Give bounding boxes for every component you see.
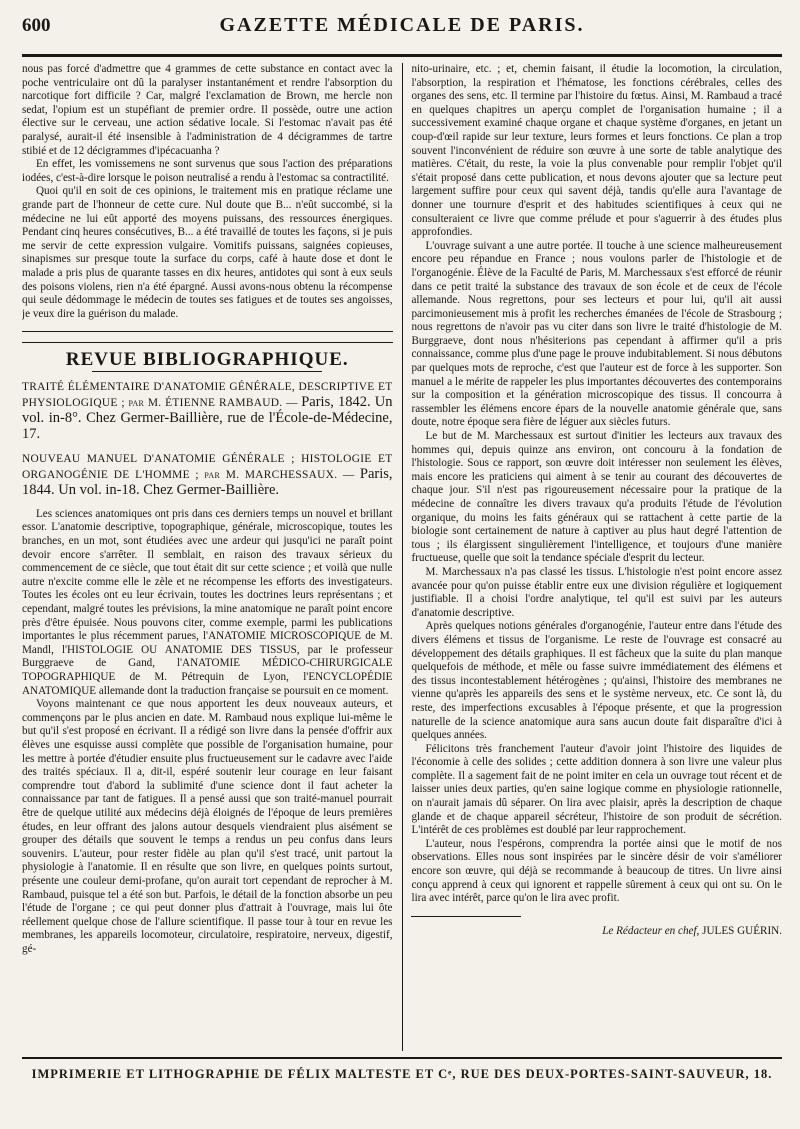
- footer-rule: [22, 1057, 782, 1059]
- page-header: [22, 14, 782, 52]
- right-column: [411, 63, 782, 1051]
- header-rule: [22, 54, 782, 57]
- left-column: [22, 63, 393, 1051]
- paragraph: Voyons maintenant ce que nous apportent les deux nouveaux auteurs, et commençons par le plus ancien en date. M. Rambaud nous explique lui-même le but qu'il s'est proposé en écrivant. Il a rédigé son livre dans la pensée d'offrir aux élèves une esquisse aussi complète que possible de l'organisation humaine, pour les mettre à portée d'étudier ensuite plus fructueusement sur le cadavre avec l'aide des traités spéciaux. Il a, dit-il, espéré soutenir leur courage en leur faisant comprendre tout d'abord la sublimité d'une science dont il faut acheter la connaissance par tant de fatigues. Il a pensé aussi que son traité-manuel pourrait être de quelque utilité aux médecins déjà éloignés de l'époque de leurs premières études, en leur offrant des jalons autour desquels viendraient plus aisément se grouper des détails que souvent le temps a rendus un peu confus dans leurs souvenirs. L'auteur, pour rester fidèle au plan qu'il s'est tracé, unit partout la physiologie à l'anatomie. Il en résulte que son livre, en quelques points surtout, présente une couleur demi-profane, qu'on aurait tort cependant de reprocher à M. Rambaud, puisque tel a été son but. Parfois, le détail de la fonction absorbe un peu l'étude de l'organe ; ce qui peut donner plus d'attrait à l'ouvrage, mais lui ôte réellement quelque chose de l'allure scientifique. Il passe tour à tour en revue les membranes, les appareils locomoteur, circulatoire, respiratoire, nerveux, digestif, gé-: [22, 698, 393, 955]
- columns: [22, 63, 782, 1051]
- signature-name: JULES GUÉRIN.: [702, 924, 782, 937]
- book-imprint: Paris, 1844. Un vol. in-18. Chez Germer-Baillière.: [22, 465, 393, 498]
- book-title: NOUVEAU MANUEL D'ANATOMIE GÉNÉRALE ; HISTOLOGIE ET ORGANOGÉNIE DE L'HOMME ; par M. MARCHESSAUX. —: [22, 452, 393, 481]
- section-divider: [22, 342, 393, 343]
- paragraph: M. Marchessaux n'a pas classé les tissus. L'histologie n'est point encore assez avancée pour qu'on puisse établir entre eux une division régulière et logiquement justifiable. Il a choisi l'ordre analytique, tel qu'il est suivi par les auteurs d'anatomie descriptive.: [411, 565, 782, 619]
- paragraph: nito-urinaire, etc. ; et, chemin faisant, il étudie la locomotion, la circulation, l'absorption, la respiration et l'hématose, les fonctions cérébrales, celles des organes des sens, etc. Il termine par l'histoire du fœtus. Ainsi, M. Rambaud a tracé en quelques chapitres un aperçu complet de l'organisation humaine ; il a successivement examiné chaque organe et chaque système d'organes, en jetant un coup-d'œil rapide sur leur texture, leurs formes et leurs fonctions. Ce plan a trop souvent l'inconvénient de réduire son œuvre à une sorte de table analytique des matières. C'était, du reste, la voie la plus convenable pour remplir l'objet qu'il s'était proposé dans cette publication, et nous devons ajouter que sa lecture peut largement suffire pour ceux qui savent déjà, tandis qu'elle aura l'avantage de donner une tournure d'esprit et des habitudes scientifiques à ceux qui ne consulteraient ce livre que comme prélude et pour s'aguerrir à des études plus approfondies.: [411, 63, 782, 239]
- paragraph: L'auteur, nous l'espérons, comprendra la portée ainsi que le motif de nos observations. Elles nous sont inspirées par le sincère désir de voir s'améliorer encore son œuvre, qui déjà se recommande à beaucoup de titres. Un livre ainsi conçu apprend à ceux qui ignorent et rappelle sûrement à ceux qui ont su. On le lira avec intérêt, parce qu'on le lira avec profit.: [411, 837, 782, 905]
- paragraph: Le but de M. Marchessaux est surtout d'initier les lecteurs aux travaux des hommes qui, depuis quinze ans environ, ont concouru à la fondation de l'histologie. Sous ce rapport, son œuvre doit intéresser non seulement les élèves, mais encore les praticiens qui aiment à se tenir au courant des découvertes de chaque jour. S'il n'est pas rigoureusement nécessaire pour la pratique de la médecine de connaître les divers travaux qu'a produits l'étude de l'évolution organique, du moins les faits généraux qui se rattachent à cette partie de la biologie sont certainement de nature à captiver au plus haut degré l'attention de tous ; ils élargissent singulièrement l'intelligence, et toujours d'une manière fructueuse, quelle que soit la tendance spéciale d'esprit du lecteur.: [411, 430, 782, 565]
- journal-title: GAZETTE MÉDICALE DE PARIS.: [219, 14, 585, 36]
- paragraph: Quoi qu'il en soit de ces opinions, le traitement mis en pratique réclame une grande part de l'honneur de cette cure. Nul doute que B... n'eût succombé, si la médecine ne lui eût apporté des moyens puissans, des ressources énergiques. Pendant cinq heures consécutives, B... a été travaillé de toutes les façons, si je puis me servir de cette expression vulgaire. Vomitifs puissans, saignées copieuses, sinapismes sur presque toute la surface du corps, café à haute dose et dont le malade a pris plus de quarante tasses en dix heures, antidotes qui sont à eux seuls des poisons violens, rien n'a été épargné. Aussi avons-nous obtenu la récompense qui seule dédommage le médecin de toutes ses fatigues et de toutes ses angoisses, je veux dire la guérison du malade.: [22, 185, 393, 320]
- section-divider: [22, 331, 393, 332]
- signature: [411, 925, 782, 939]
- book-imprint: Paris, 1842. Un vol. in-8°. Chez Germer-Baillière, rue de l'École-de-Médecine, 17.: [22, 393, 393, 442]
- paragraph: nous pas forcé d'admettre que 4 grammes de cette substance en contact avec la poche ventriculaire ont dû la paralyser instantanément et rendre l'absorption du narcotique fort difficile ? Car, malgré l'exclamation de Brown, me hercle non sedat, l'opium est un stupéfiant de premier ordre. Il possède, outre une action élective sur le cerveau, une action sédative locale. Si l'estomac n'avait pas été paralysé, aurait-il été insensible à l'administration de 4 décigrammes de tartre stibié et de 12 décigrammes d'ipécacuanha ?: [22, 63, 393, 157]
- printer-imprint: IMPRIMERIE ET LITHOGRAPHIE DE FÉLIX MALTESTE ET Cᵉ, RUE DES DEUX-PORTES-SAINT-SAUVEUR, 18.: [31, 1067, 773, 1081]
- title-underline: [92, 371, 322, 372]
- paragraph: Les sciences anatomiques ont pris dans ces derniers temps un nouvel et brillant essor. L'anatomie descriptive, topographique, générale, microscopique, toutes les branches, en un mot, sont étudiées avec une ardeur qui jusqu'ici ne paraît point devoir encore s'arrêter. Il semblait, en raison des travaux sérieux du commencement de ce siècle, que tout était dit sur cette science ; et voilà que nulle autre n'excite comme elle le zèle et ne récompense les efforts des investigateurs. Toutes les écoles ont eu leur écrivain, toutes les doctrines leurs représentans ; et cependant, malgré toutes les prévisions, la mine anatomique ne paraît point encore près d'être épuisée. Nous pouvons citer, comme exemple, parmi les publications importantes le plus récemment parues, l'ANATOMIE MICROSCOPIQUE de M. Mandl, l'HISTOLOGIE OU ANATOMIE DES TISSUS, par le professeur Burggraeve de Gand, l'ANATOMIE MÉDICO-CHIRURGICALE TOPOGRAPHIQUE de M. Pétrequin de Lyon, l'ENCYCLOPÉDIE ANATOMIQUE allemande dont la traduction française se poursuit en ce moment.: [22, 507, 393, 697]
- section-title: REVUE BIBLIOGRAPHIQUE.: [65, 349, 349, 371]
- book-entry: [22, 452, 393, 499]
- paragraph: Félicitons très franchement l'auteur d'avoir joint l'histoire des liquides de l'économie à celle des solides ; cette addition donnera à son livre une valeur plus complète. Il a sagement fait de ne point imiter en cela un ouvrage tout récent et de laisser unies deux parties, qu'en saine logique comme en physiologie rationnelle, on n'aurait jamais dû séparer. On lira avec plaisir, après la description de chaque glande et de chaque appareil sécréteur, l'histoire de son produit de sécrétion. L'intérêt de ces problèmes est doublé par leur rapprochement.: [411, 742, 782, 837]
- signature-rule: [411, 916, 521, 917]
- book-title: TRAITÉ ÉLÉMENTAIRE D'ANATOMIE GÉNÉRALE, DESCRIPTIVE ET PHYSIOLOGIQUE ; par M. ÉTIENNE RAMBAUD. —: [22, 380, 393, 409]
- book-entry: [22, 380, 393, 443]
- page-number: 600: [22, 15, 51, 36]
- paragraph: En effet, les vomissemens ne sont survenus que sous l'action des préparations iodées, c'est-à-dire lorsque le poison neutralisé a rendu à l'estomac sa contractilité.: [22, 158, 393, 184]
- column-divider: [402, 63, 403, 1051]
- paragraph: Après quelques notions générales d'organogénie, l'auteur entre dans l'étude des divers élémens et tissus de l'organisme. Le reste de l'ouvrage est consacré au développement des détails graphiques. Il est fâcheux que la suite du plan manque quelquefois de méthode, et mêle ou fasse suivre immédiatement des élémens et des tissus incontestablement hétérogènes ; qu'ainsi, l'histoire des membranes ne vienne qu'après les appareils des sens et le système nerveux, etc. Ce sont là, du reste, des imperfections excusables à l'époque présente, et que la progression naturelle de la science anatomique aura sans aucun doute fait disparaître d'ici à quelques années.: [411, 620, 782, 742]
- signature-label: Le Rédacteur en chef,: [602, 924, 700, 937]
- paragraph: L'ouvrage suivant a une autre portée. Il touche à une science malheureusement encore peu répandue en France ; nous voulons parler de l'histologie et de l'organogénie. Élève de la Faculté de Paris, M. Marchessaux s'est efforcé de réunir dans ce petit traité la substance des travaux de son école et de ceux de l'école allemande. Nous regrettons, pour ses lecteurs et pour lui, qu'il ait aussi parcimonieusement mis à profit les recherches émanées de l'école de Strasbourg ; nous regrettons de n'avoir pas vu citer dans son livre le traité d'histologie de M. Burggraeve, dont nous n'hésiterions pas cependant à affirmer qu'il a pris connaissance, comme plus d'une page le prouve indubitablement. Si nous débutons par quelques mots de reproche, c'est que l'auteur est de force à les supporter. Son manuel a le mérite de rappeler les plus importantes découvertes des contemporains sur la composition et la génération microscopique des tissus. Il concourra à rassembler les élémens encore épars de la nouvelle anatomie générale que, sans doute, notre époque sera fière de léguer aux siècles futurs.: [411, 239, 782, 429]
